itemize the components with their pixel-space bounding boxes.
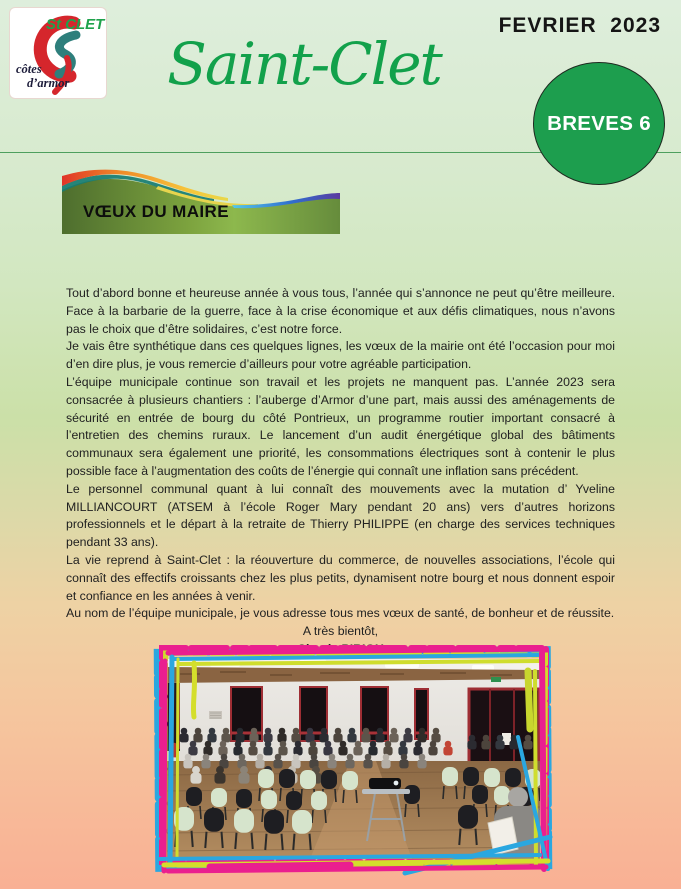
meeting-photo [150,641,556,877]
logo-region-line2: d’armor [27,76,70,90]
issue-date: FEVRIER 2023 [498,14,661,37]
logo-town-name: St CLET [46,16,105,33]
paragraph-6: Au nom de l’équipe municipale, je vous adresse tous mes vœux de santé, de bonheur et de réussite. [66,606,615,621]
photo-scene [166,659,544,860]
signature: Claude PIRIOU [297,641,384,656]
paragraph-3: L’équipe municipale continue son travail et les projets ne manquent pas. L’année 2023 sera consacrée à plusieurs chantiers : l’auberge d’Armor d’une part, mais aussi des aménagements de sécurité en entrée de bourg du côté Pontrieux, un programme routier important consacré à l’entretien des chemins ruraux. Le lancement d’un audit énergétique global des bâtiments communaux sera également une priorité, les consommations électriques sont à contenir le plus possible face à l’augmentation des coûts de l’énergie qui connaît une inflation sans précédent. [66,374,615,478]
section-title: VŒUX DU MAIRE [83,202,229,221]
meeting-photo-graphic [150,641,556,877]
closing-line: A très bientôt, [302,624,379,639]
issue-number-badge [533,62,665,185]
mayor-message [66,285,615,659]
speaker-figure [508,787,528,807]
logo-region-line1: côtes [16,62,42,76]
issue-number-label: BREVES 6 [547,111,651,135]
paragraph-1: Tout d’abord bonne et heureuse année à vous tous, l’année qui s’annonce ne peut qu’être meilleure. Face à la barbarie de la guerre, face à la crise économique et aux défis climatiques, nous n’avons pas le choix que d’être solidaires, c’est notre force. [66,286,615,336]
paragraph-5: La vie reprend à Saint-Clet : la réouverture du commerce, de nouvelles associations, l’école qui connaît des effectifs croissants chez les plus petits, dynamisent notre bourg et nous donnent espoir et confiance en les années à venir. [66,552,615,603]
section-banner [62,168,340,234]
paragraph-4: Le personnel communal quant à lui connaît des mouvements avec la mutation d’ Yveline MILLIANCOURT (ATSEM à l’école Roger Mary pendant 20 ans) vers d’autres horizons professionnels et le départ à la retraite de Thierry PHILIPPE (en charge des services techniques pendant 33 ans). [66,481,615,550]
newsletter-title: Saint-Clet [167,30,441,98]
paragraph-2: Je vais être synthétique dans ces quelques lignes, les vœux de la mairie ont été l’occasion pour moi d’en dire plus, je vous remercie d’ailleurs pour votre agréable participation. [66,339,615,372]
town-logo [10,8,106,98]
banner-wave-graphic [62,168,340,234]
town-logo-graphic [10,8,106,98]
